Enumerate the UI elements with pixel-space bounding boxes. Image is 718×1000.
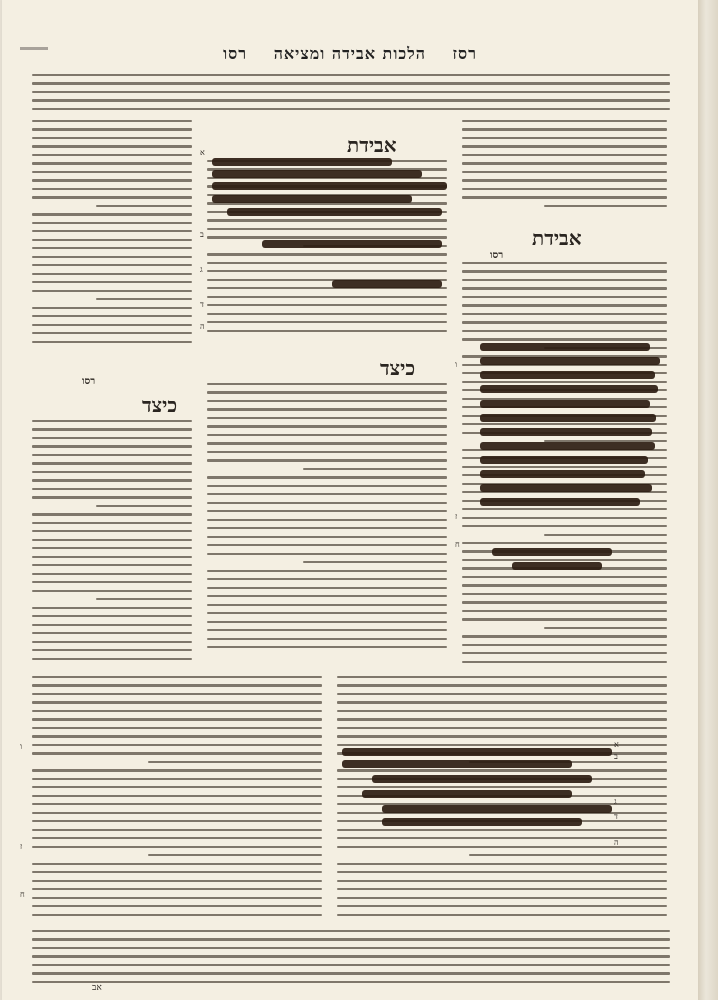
margin-marker: א [200, 148, 205, 157]
text-line [462, 644, 667, 646]
margin-marker: ח [20, 890, 25, 899]
text-line [337, 710, 667, 712]
text-line [96, 205, 192, 207]
text-line [207, 638, 447, 640]
text-line [462, 584, 667, 586]
text-line [32, 735, 322, 737]
redaction-bar [480, 357, 660, 365]
text-line [32, 641, 192, 643]
center-heading-kitzad: כיצד [380, 356, 416, 380]
redaction-bar [480, 442, 655, 450]
text-line [462, 262, 667, 264]
text-line [32, 239, 192, 241]
right-heading-aveidat: אבידת [532, 226, 582, 250]
text-line [148, 854, 322, 856]
redaction-bar [480, 428, 652, 436]
text-line [462, 171, 667, 173]
text-line [32, 273, 192, 275]
left-commentary-bottom [32, 420, 192, 670]
text-line [337, 905, 667, 907]
text-line [32, 820, 322, 822]
text-line [462, 145, 667, 147]
text-line [462, 517, 667, 519]
text-line [32, 803, 322, 805]
text-line [32, 846, 322, 848]
text-line [32, 930, 670, 932]
text-line [32, 769, 322, 771]
text-line [462, 120, 667, 122]
text-line [32, 188, 192, 190]
text-line [32, 624, 192, 626]
redaction-bar [382, 805, 612, 813]
text-line [32, 701, 322, 703]
text-line [207, 553, 447, 555]
text-line [337, 863, 667, 865]
text-line [32, 556, 192, 558]
redaction-bar [480, 498, 640, 506]
text-line [462, 423, 667, 425]
margin-marker: ד [614, 812, 618, 821]
text-line [32, 539, 192, 541]
running-head-left-number: רסז [452, 44, 477, 63]
text-line [207, 228, 447, 230]
text-line [32, 632, 192, 634]
text-line [462, 321, 667, 323]
text-line [32, 573, 192, 575]
text-line [337, 735, 667, 737]
text-line [32, 718, 322, 720]
text-line [462, 338, 667, 340]
text-line [462, 304, 667, 306]
margin-marker: ב [614, 752, 618, 761]
text-line [207, 621, 447, 623]
text-line [96, 598, 192, 600]
text-line [148, 761, 322, 763]
redaction-bar [212, 158, 392, 166]
text-line [32, 564, 192, 566]
text-line [207, 527, 447, 529]
text-line [462, 296, 667, 298]
bottom-left-block [32, 676, 322, 926]
text-line [337, 888, 667, 890]
text-line [207, 451, 447, 453]
margin-marker: ו [20, 742, 23, 751]
text-line [207, 536, 447, 538]
text-line [32, 658, 192, 660]
text-line [32, 964, 670, 966]
redaction-bar [342, 760, 572, 768]
running-head-title: הלכות אבידה ומציאה [273, 44, 426, 63]
text-line [462, 179, 667, 181]
text-line [462, 466, 667, 468]
text-line [32, 972, 670, 974]
text-line [462, 381, 667, 383]
text-line [337, 676, 667, 678]
text-line [207, 313, 447, 315]
text-line [32, 324, 192, 326]
text-line [32, 795, 322, 797]
text-line [207, 442, 447, 444]
text-line [462, 508, 667, 510]
text-line [207, 519, 447, 521]
text-line [462, 525, 667, 527]
text-line [337, 914, 667, 916]
text-line [32, 863, 322, 865]
left-label: רסו [82, 376, 96, 387]
text-line [32, 437, 192, 439]
text-line [462, 137, 667, 139]
margin-marker: ד [200, 300, 204, 309]
redaction-bar [332, 280, 442, 288]
footer-mark: אב [92, 983, 102, 993]
text-line [32, 332, 192, 334]
redaction-bar [480, 484, 652, 492]
redaction-bar [362, 790, 572, 798]
margin-marker: ח [455, 540, 460, 549]
text-line [337, 829, 667, 831]
redaction-bar [382, 818, 582, 826]
text-line [337, 693, 667, 695]
text-line [32, 445, 192, 447]
text-line [32, 99, 670, 101]
text-line [32, 710, 322, 712]
margin-marker: ז [20, 842, 23, 851]
text-line [32, 290, 192, 292]
redaction-bar [480, 371, 655, 379]
text-line [32, 137, 192, 139]
redaction-bar [512, 562, 602, 570]
redaction-bar [212, 195, 412, 203]
text-line [207, 304, 447, 306]
margin-marker: ה [200, 322, 205, 331]
text-line [207, 434, 447, 436]
text-line [32, 471, 192, 473]
text-line [32, 213, 192, 215]
text-line [32, 615, 192, 617]
text-line [462, 287, 667, 289]
margin-marker: ו [455, 360, 458, 369]
text-line [207, 502, 447, 504]
text-line [207, 321, 447, 323]
text-line [207, 485, 447, 487]
text-line [32, 488, 192, 490]
redaction-bar [492, 548, 612, 556]
text-line [32, 171, 192, 173]
text-line [32, 247, 192, 249]
text-line [207, 330, 447, 332]
text-line [32, 145, 192, 147]
text-line [207, 219, 447, 221]
redaction-bar [480, 400, 650, 408]
bottom-full-block [32, 930, 670, 990]
redaction-bar [480, 456, 648, 464]
text-line [207, 400, 447, 402]
text-line [207, 595, 447, 597]
text-line [462, 188, 667, 190]
redaction-bar [262, 240, 442, 248]
text-line [32, 315, 192, 317]
text-line [32, 607, 192, 609]
text-line [32, 82, 670, 84]
text-line [32, 905, 322, 907]
text-line [207, 417, 447, 419]
text-line [544, 205, 667, 207]
text-line [96, 505, 192, 507]
text-line [462, 330, 667, 332]
text-line [32, 947, 670, 949]
margin-marker: ב [200, 230, 204, 239]
text-line [32, 307, 192, 309]
text-line [32, 880, 322, 882]
text-line [32, 74, 670, 76]
margin-marker: ג [200, 265, 203, 274]
text-line [32, 914, 322, 916]
text-line [462, 559, 667, 561]
running-head-right-number: רסו [223, 44, 248, 63]
text-line [32, 91, 670, 93]
text-line [462, 154, 667, 156]
text-line [32, 513, 192, 515]
text-line [207, 544, 447, 546]
redaction-bar [212, 170, 422, 178]
text-line [207, 629, 447, 631]
text-line [32, 179, 192, 181]
margin-marker: א [614, 740, 619, 749]
text-line [462, 128, 667, 130]
text-line [337, 701, 667, 703]
text-line [337, 769, 667, 771]
text-line [462, 279, 667, 281]
margin-marker: ה [614, 838, 619, 847]
text-line [96, 298, 192, 300]
text-line [32, 684, 322, 686]
text-line [207, 459, 447, 461]
redaction-bar [480, 385, 658, 393]
right-commentary-bottom [462, 262, 667, 670]
text-line [207, 383, 447, 385]
text-line [32, 420, 192, 422]
text-line [32, 727, 322, 729]
text-line [207, 587, 447, 589]
text-line [337, 718, 667, 720]
text-line [32, 428, 192, 430]
text-line [32, 108, 670, 110]
text-line [207, 296, 447, 298]
text-line [544, 627, 667, 629]
center-main-bottom [207, 383, 447, 663]
text-line [207, 570, 447, 572]
bottom-right-block [337, 676, 667, 926]
text-line [207, 604, 447, 606]
text-line [337, 897, 667, 899]
text-line [337, 880, 667, 882]
text-line [207, 493, 447, 495]
text-line [207, 646, 447, 648]
text-line [469, 854, 667, 856]
redaction-bar [342, 748, 612, 756]
text-line [32, 581, 192, 583]
text-line [207, 408, 447, 410]
text-line [462, 610, 667, 612]
text-line [32, 897, 322, 899]
text-line [32, 888, 322, 890]
text-line [32, 120, 192, 122]
text-line [32, 938, 670, 940]
text-line [207, 425, 447, 427]
text-line [207, 270, 447, 272]
text-line [303, 468, 447, 470]
text-line [32, 522, 192, 524]
text-line [207, 612, 447, 614]
left-commentary-top [32, 120, 192, 350]
text-line [32, 752, 322, 754]
text-line [462, 542, 667, 544]
text-line [32, 454, 192, 456]
text-line [32, 778, 322, 780]
text-line [32, 496, 192, 498]
text-line [207, 476, 447, 478]
text-line [32, 871, 322, 873]
text-line [32, 154, 192, 156]
margin-marker: ג [614, 797, 617, 806]
text-line [337, 684, 667, 686]
redaction-bar [480, 470, 645, 478]
text-line [32, 462, 192, 464]
text-line [32, 530, 192, 532]
running-head [2, 44, 698, 64]
text-line [32, 829, 322, 831]
text-line [32, 479, 192, 481]
text-line [32, 981, 670, 983]
text-line [462, 652, 667, 654]
text-line [32, 547, 192, 549]
top-text-block [32, 74, 670, 118]
center-heading-aveidat: אבידת [347, 133, 397, 157]
text-line [337, 871, 667, 873]
text-line [32, 281, 192, 283]
left-heading-kitzad: כיצד [142, 393, 178, 417]
text-line [462, 618, 667, 620]
text-line [32, 812, 322, 814]
redaction-bar [227, 208, 442, 216]
text-line [207, 578, 447, 580]
text-line [207, 262, 447, 264]
right-commentary-top [462, 120, 667, 220]
text-line [32, 230, 192, 232]
text-line [32, 162, 192, 164]
text-line [32, 744, 322, 746]
text-line [32, 676, 322, 678]
text-line [32, 786, 322, 788]
text-line [32, 256, 192, 258]
redaction-bar [480, 343, 650, 351]
text-line [32, 196, 192, 198]
text-line [462, 576, 667, 578]
text-line [32, 649, 192, 651]
text-line [462, 196, 667, 198]
text-line [32, 264, 192, 266]
text-line [32, 128, 192, 130]
text-line [32, 222, 192, 224]
text-line [462, 661, 667, 663]
text-line [32, 341, 192, 343]
text-line [462, 635, 667, 637]
text-line [32, 590, 192, 592]
text-line [337, 786, 667, 788]
text-line [207, 236, 447, 238]
right-label: רסו [490, 250, 504, 261]
text-line [462, 601, 667, 603]
margin-marker: ז [455, 512, 458, 521]
text-line [32, 955, 670, 957]
text-line [32, 693, 322, 695]
text-line [207, 253, 447, 255]
text-line [303, 561, 447, 563]
redaction-bar [480, 414, 656, 422]
text-line [544, 534, 667, 536]
text-line [32, 837, 322, 839]
text-line [337, 727, 667, 729]
page-edge [698, 0, 718, 1000]
book-page [2, 0, 698, 1000]
text-line [462, 593, 667, 595]
text-line [207, 510, 447, 512]
text-line [207, 391, 447, 393]
redaction-bar [372, 775, 592, 783]
redaction-bar [212, 182, 447, 190]
text-line [462, 313, 667, 315]
text-line [462, 270, 667, 272]
text-line [462, 162, 667, 164]
